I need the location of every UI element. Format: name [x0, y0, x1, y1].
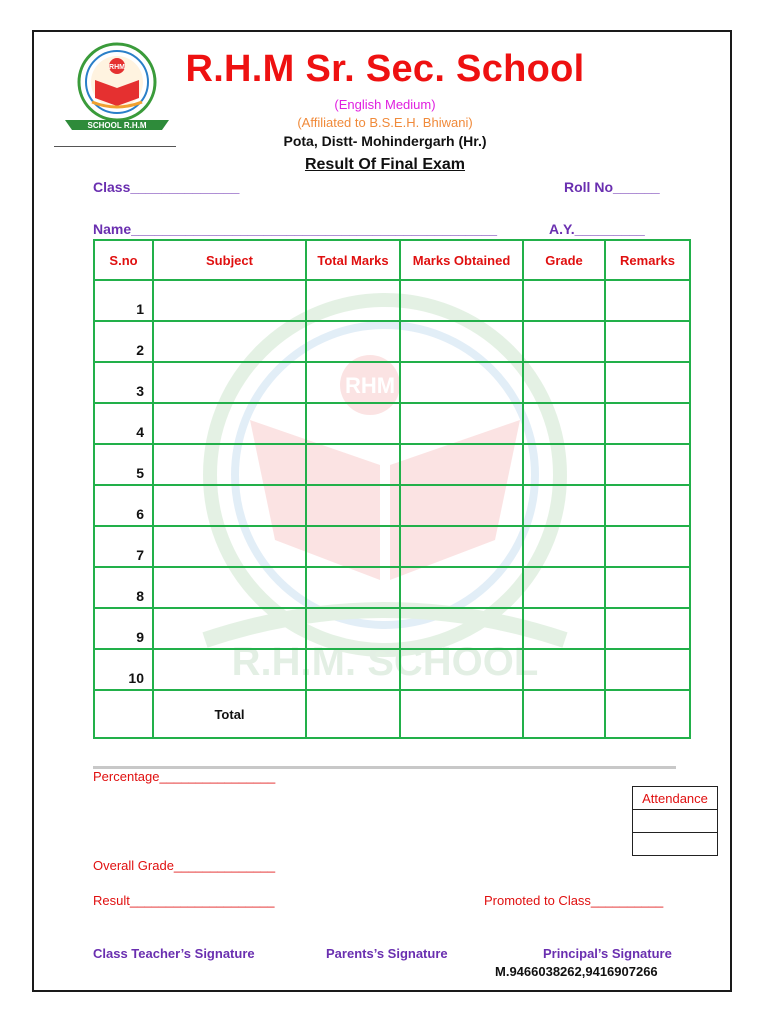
grade-cell [523, 444, 605, 485]
total-marks-cell [306, 608, 400, 649]
subject-cell [153, 444, 306, 485]
percentage-field: Percentage________________ [93, 769, 276, 784]
total-marks-cell [306, 690, 400, 738]
attendance-cell [633, 833, 718, 856]
table-row [94, 485, 690, 526]
table-row [94, 649, 690, 690]
affiliation-text: (Affiliated to B.S.E.H. Bhiwani) [297, 115, 473, 130]
total-marks-cell [306, 444, 400, 485]
table-row [94, 444, 690, 485]
parents-signature: Parents’s Signature [326, 946, 448, 961]
grade-cell [523, 362, 605, 403]
subject-cell [153, 608, 306, 649]
watermark-badge-text: RHM [344, 373, 396, 398]
header-total-marks: Total Marks [306, 240, 400, 280]
logo-badge-text: RHM [109, 64, 125, 71]
table-row [94, 321, 690, 362]
phone-number: M.9466038262,9416907266 [495, 964, 658, 979]
subject-cell [153, 526, 306, 567]
marks-obtained-cell [400, 608, 523, 649]
grade-cell [523, 526, 605, 567]
grade-cell [523, 608, 605, 649]
remarks-cell [605, 649, 690, 690]
class-field: Class______________ [93, 179, 240, 195]
remarks-cell [605, 280, 690, 321]
sno-cell: 1 [94, 280, 153, 321]
grade-cell [523, 403, 605, 444]
table-row [94, 608, 690, 649]
sno-cell: 9 [94, 608, 153, 649]
subject-cell [153, 362, 306, 403]
total-marks-cell [306, 567, 400, 608]
remarks-cell [605, 567, 690, 608]
grade-cell [523, 321, 605, 362]
subject-cell [153, 403, 306, 444]
subject-cell [153, 567, 306, 608]
total-obtained-cell [400, 690, 523, 738]
total-marks-cell [306, 649, 400, 690]
marks-obtained-cell [400, 526, 523, 567]
sno-cell: 2 [94, 321, 153, 362]
marks-obtained-cell [400, 567, 523, 608]
grade-cell [523, 485, 605, 526]
total-marks-cell [306, 485, 400, 526]
sno-cell: 7 [94, 526, 153, 567]
sno-cell: 8 [94, 567, 153, 608]
address-text: Pota, Distt- Mohindergarh (Hr.) [283, 133, 487, 149]
attendance-label: Attendance [633, 787, 718, 810]
marks-obtained-cell [400, 485, 523, 526]
attendance-cell [633, 810, 718, 833]
academic-year-field: A.Y._________ [549, 221, 645, 237]
header-remarks: Remarks [605, 240, 690, 280]
marks-obtained-cell [400, 362, 523, 403]
class-teacher-signature: Class Teacher’s Signature [93, 946, 255, 961]
principal-signature: Principal’s Signature [543, 946, 672, 961]
remarks-cell [605, 321, 690, 362]
remarks-cell [605, 362, 690, 403]
header-marks-obtained: Marks Obtained [400, 240, 523, 280]
header-sno: S.no [94, 240, 153, 280]
total-marks-cell [306, 321, 400, 362]
remarks-cell [605, 608, 690, 649]
subject-cell [153, 649, 306, 690]
marks-obtained-cell [400, 321, 523, 362]
marks-obtained-cell [400, 403, 523, 444]
logo-banner-text: SCHOOL R.H.M [87, 121, 147, 130]
roll-no-field: Roll No______ [564, 179, 660, 195]
subject-cell [153, 321, 306, 362]
school-name: R.H.M Sr. Sec. School [185, 48, 585, 90]
grade-cell [523, 649, 605, 690]
sno-cell: 10 [94, 649, 153, 690]
total-remarks-cell [605, 690, 690, 738]
table-row [94, 526, 690, 567]
total-marks-cell [306, 403, 400, 444]
table-row [94, 362, 690, 403]
header-subject: Subject [153, 240, 306, 280]
grade-cell [523, 567, 605, 608]
remarks-cell [605, 526, 690, 567]
result-title: Result Of Final Exam [304, 156, 466, 173]
table-row [94, 403, 690, 444]
table-row [94, 280, 690, 321]
sno-cell: 4 [94, 403, 153, 444]
total-marks-cell [306, 526, 400, 567]
name-field: Name_______________________________________________ [93, 221, 498, 237]
marks-obtained-cell [400, 649, 523, 690]
subject-cell [153, 485, 306, 526]
logo-underline [54, 146, 176, 147]
watermark-text: R.H.M. SCHOOL [231, 640, 539, 684]
total-sno-cell [94, 690, 153, 738]
sno-cell: 5 [94, 444, 153, 485]
total-marks-cell [306, 362, 400, 403]
remarks-cell [605, 403, 690, 444]
total-label: Total [153, 690, 306, 738]
total-grade-cell [523, 690, 605, 738]
remarks-cell [605, 485, 690, 526]
result-field: Result____________________ [93, 893, 275, 908]
school-logo [62, 40, 172, 132]
sno-cell: 6 [94, 485, 153, 526]
total-row [94, 690, 690, 738]
header-grade: Grade [523, 240, 605, 280]
marks-obtained-cell [400, 280, 523, 321]
medium-text: (English Medium) [334, 97, 436, 112]
marks-table [93, 239, 691, 739]
table-row [94, 567, 690, 608]
subject-cell [153, 280, 306, 321]
sno-cell: 3 [94, 362, 153, 403]
attendance-box [632, 786, 718, 856]
total-marks-cell [306, 280, 400, 321]
promoted-to-class-field: Promoted to Class__________ [484, 893, 664, 908]
marks-obtained-cell [400, 444, 523, 485]
overall-grade-field: Overall Grade______________ [93, 858, 276, 873]
grade-cell [523, 280, 605, 321]
table-header-row [94, 240, 690, 280]
remarks-cell [605, 444, 690, 485]
